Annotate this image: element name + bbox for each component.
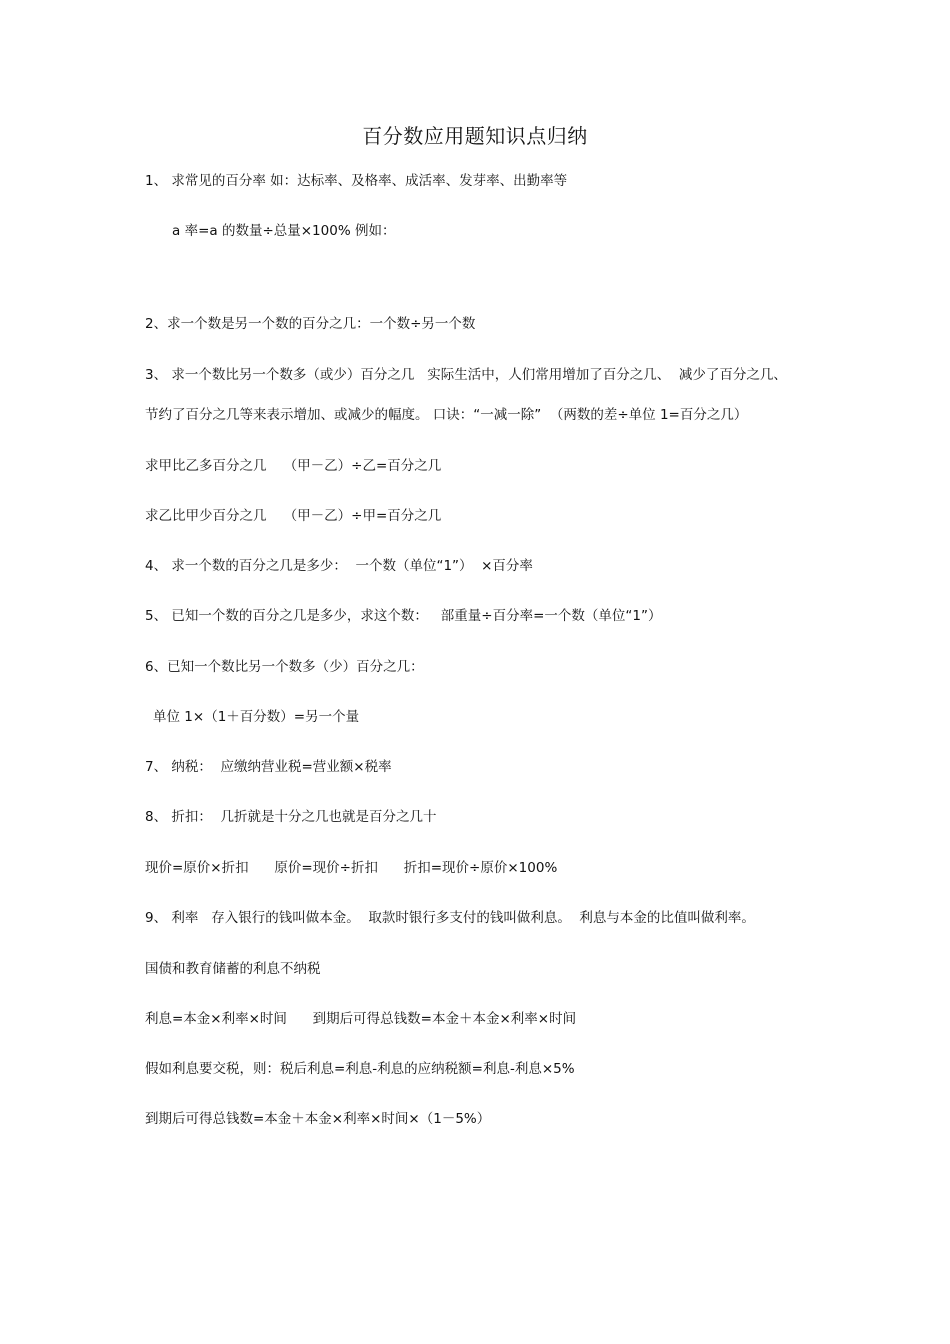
line-3-continued-mnemonic: 节约了百分之几等来表示增加、或减少的幅度。 口诀：“一减一除” （两数的差÷单位 1=百分之几） (145, 407, 748, 423)
line-9-interest-rate: 9、 利率 存入银行的钱叫做本金。 取款时银行多支付的钱叫做利息。 利息与本金的比值叫做利率。 (145, 910, 755, 926)
line-discount-formulas: 现价=原价×折扣 原价=现价÷折扣 折扣=现价÷原价×100% (145, 860, 558, 876)
line-6-formula: 单位 1×（1＋百分数）=另一个量 (153, 709, 360, 725)
line-tax-free-interest: 国债和教育储蓄的利息不纳税 (145, 961, 321, 977)
line-5-find-whole: 5、 已知一个数的百分之几是多少，求这个数： 部重量÷百分率=一个数（单位“1”） (145, 608, 662, 624)
line-1-percentage-rates: 1、 求常见的百分率 如：达标率、及格率、成活率、发芽率、出勤率等 (145, 173, 568, 189)
line-8-discount: 8、 折扣： 几折就是十分之几也就是百分之几十 (145, 809, 437, 825)
document-title: 百分数应用题知识点归纳 (362, 124, 588, 148)
line-jia-more-than-yi: 求甲比乙多百分之几 （甲－乙）÷乙=百分之几 (145, 458, 442, 474)
line-rate-formula: a 率=a 的数量÷总量×100% 例如： (172, 223, 396, 239)
line-2-what-percent: 2、求一个数是另一个数的百分之几：一个数÷另一个数 (145, 316, 476, 332)
line-after-tax-interest: 假如利息要交税，则：税后利息=利息-利息的应纳税额=利息-利息×5% (145, 1061, 575, 1077)
line-7-tax: 7、 纳税： 应缴纳营业税=营业额×税率 (145, 759, 392, 775)
line-interest-formula: 利息=本金×利率×时间 到期后可得总钱数=本金＋本金×利率×时间 (145, 1011, 577, 1027)
line-yi-less-than-jia: 求乙比甲少百分之几 （甲－乙）÷甲=百分之几 (145, 508, 442, 524)
line-6-more-less-than-another: 6、已知一个数比另一个数多（少）百分之几： (145, 659, 424, 675)
line-3-more-less-percent: 3、 求一个数比另一个数多（或少）百分之几 实际生活中，人们常用增加了百分之几、 减少了百分之几、 (145, 367, 787, 383)
line-4-percent-of-number: 4、 求一个数的百分之几是多少： 一个数（单位“1”） ×百分率 (145, 558, 533, 574)
line-total-after-tax: 到期后可得总钱数=本金＋本金×利率×时间×（1－5%） (145, 1111, 491, 1127)
